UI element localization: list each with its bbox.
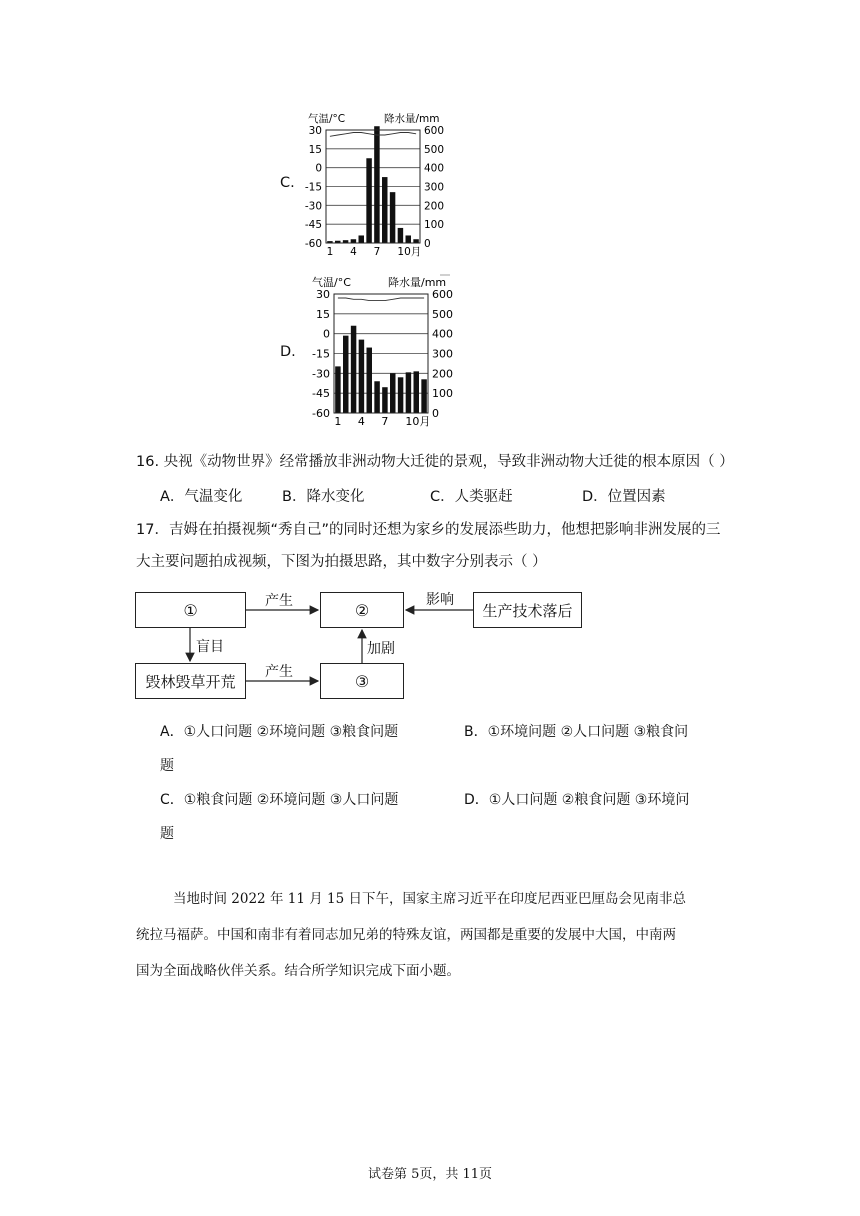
temp-tick-label: -60 [312, 407, 330, 420]
x-tick-label: 10月 [397, 246, 422, 258]
q16-option-d[interactable]: D．位置因素 [582, 489, 666, 505]
q17-option-b-wrap: 题 [160, 758, 174, 774]
temp-tick-label: 0 [323, 327, 330, 341]
box-deforestation: 毁林毁草开荒 [135, 663, 246, 699]
precip-tick-label: 400 [432, 327, 453, 341]
x-tick-label: 10月 [405, 415, 431, 428]
question-17-stem-line2: 大主要问题拍成视频，下图为拍摄思路，其中数字分别表示（ ） [136, 554, 547, 570]
precip-tick-label: 0 [424, 238, 431, 250]
x-tick-label: 7 [373, 246, 381, 258]
q16-option-b[interactable]: B．降水变化 [282, 489, 365, 505]
question-16-stem: 16. 央视《动物世界》经常播放非洲动物大迁徙的景观，导致非洲动物大迁徙的根本原因（ ） [136, 454, 734, 470]
passage-line-2: 统拉马福萨。中国和南非有着同志加兄弟的特殊友谊，两国都是重要的发展中大国，中南两 [136, 927, 676, 943]
box-2: ② [320, 592, 404, 628]
temp-tick-label: 30 [316, 288, 330, 301]
q17-option-d[interactable]: D．①人口问题 ②粮食问题 ③环境问 [464, 792, 690, 808]
q16-option-c[interactable]: C．人类驱赶 [430, 489, 513, 505]
precip-tick-label: 600 [424, 125, 445, 137]
temp-tick-label: 15 [308, 143, 322, 156]
precip-tick-label: 500 [432, 307, 453, 321]
box-3: ③ [320, 663, 404, 699]
precip-tick-label: 400 [424, 162, 445, 175]
precip-tick-label: 0 [432, 407, 439, 420]
precip-tick-label: 300 [424, 181, 445, 194]
precip-tick-label: 200 [432, 367, 453, 381]
option-d-label: D. [280, 344, 296, 360]
precip-tick-label: 300 [432, 347, 453, 361]
x-tick-label: 1 [334, 415, 342, 428]
precip-tick-label: 200 [424, 200, 445, 213]
temp-tick-label: 15 [316, 307, 330, 321]
temp-tick-label: -15 [304, 181, 322, 194]
label-produce-top: 产生 [265, 593, 293, 609]
temp-tick-label: -15 [312, 347, 330, 361]
passage-line-3: 国为全面战略伙伴关系。结合所学知识完成下面小题。 [136, 963, 460, 979]
temp-tick-label: -45 [312, 387, 330, 401]
x-tick-label: 4 [350, 246, 357, 258]
precip-tick-label: 100 [424, 219, 445, 232]
box-production-tech: 生产技术落后 [473, 592, 582, 628]
precip-tick-label: 500 [424, 143, 445, 156]
temp-tick-label: -60 [304, 238, 322, 250]
temp-axis-label: 气温/°C [312, 276, 351, 289]
precip-tick-label: 100 [432, 387, 453, 401]
temp-tick-label: -30 [312, 367, 330, 381]
box-1: ① [135, 592, 246, 628]
precip-axis-label: 降水量/mm [388, 276, 447, 289]
q17-option-c[interactable]: C．①粮食问题 ②环境问题 ③人口问题 [160, 792, 399, 808]
x-tick-label: 4 [357, 415, 365, 428]
q17-option-b[interactable]: B．①环境问题 ②人口问题 ③粮食问 [464, 724, 689, 740]
x-tick-label: 7 [381, 415, 389, 428]
option-c-label: C. [280, 175, 295, 191]
label-aggravate: 加剧 [367, 641, 395, 657]
q17-option-a[interactable]: A．①人口问题 ②环境问题 ③粮食问题 [160, 724, 399, 740]
label-blind: 盲目 [196, 639, 224, 655]
q16-option-a[interactable]: A．气温变化 [160, 489, 243, 505]
temp-tick-label: -45 [304, 219, 322, 232]
q17-option-d-wrap: 题 [160, 826, 174, 842]
temp-axis-label: 气温/°C [308, 113, 346, 125]
precip-axis-label: 降水量/mm [384, 113, 440, 125]
temp-tick-label: -30 [304, 200, 322, 213]
passage-line-1: 当地时间 2022 年 11 月 15 日下午，国家主席习近平在印度尼西亚巴厘岛会见南非总 [173, 891, 686, 907]
label-influence: 影响 [426, 592, 454, 608]
label-produce-bottom: 产生 [265, 664, 293, 680]
question-17-stem-line1: 17．吉姆在拍摄视频“秀自己”的同时还想为家乡的发展添些助力，他想把影响非洲发展的三 [136, 522, 721, 538]
precip-tick-label: 600 [432, 288, 453, 301]
x-tick-label: 1 [326, 246, 334, 258]
page-footer: 试卷第 5页，共 11页 [367, 1167, 493, 1182]
temp-tick-label: 30 [308, 125, 322, 137]
temp-tick-label: 0 [315, 162, 322, 175]
